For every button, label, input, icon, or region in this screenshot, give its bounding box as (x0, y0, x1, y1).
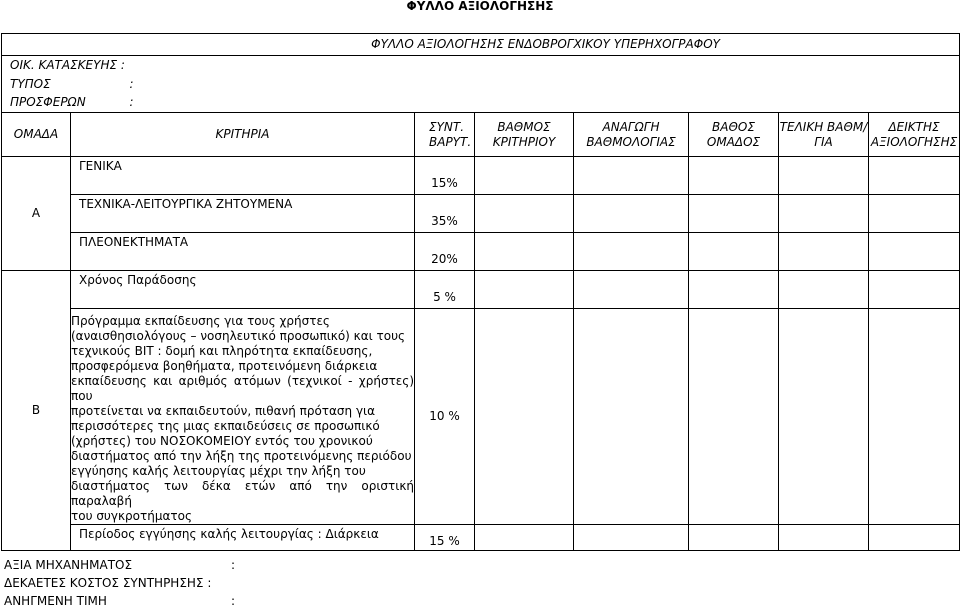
header-group: ΟΜΑΔΑ (2, 113, 71, 157)
criterion-advantages: ΠΛΕΟΝΕΚΤΗΜΑΤΑ (71, 233, 415, 271)
value-colon: : (231, 558, 236, 572)
training-line: προσφερόμενα βοηθήματα, προτεινόμενη διάρκεια (71, 359, 378, 373)
training-line: (χρήστες) του ΝΟΣΟΚΟΜΕΙΟΥ εντός του χρονικού (71, 434, 373, 448)
training-line: Πρόγραμμα εκπαίδευσης για τους χρήστες (71, 314, 330, 328)
training-line: (αναισθησιολόγους – νοσηλευτικό προσωπικό) και τους (71, 329, 406, 343)
page-title: ΦΥΛΛΟ ΑΞΙΟΛΟΓΗΣΗΣ (406, 0, 554, 13)
training-line: εκπαίδευσης και αριθμός ατόμων (τεχνικοί - χρήστες) που (71, 374, 414, 403)
criterion-delivery: Χρόνος Παράδοσης (71, 271, 415, 309)
training-line: του συγκροτήματος (71, 509, 192, 523)
manufacturer-label: ΟΙΚ. ΚΑΤΑΣΚΕΥΗΣ : (2, 56, 960, 75)
header-group-score: ΒΑΘΟΣ ΟΜΑΔΟΣ (689, 113, 779, 157)
footer-block (4, 556, 304, 610)
type-label: ΤΥΠΟΣ (10, 76, 51, 91)
group-b-label: Β (2, 271, 71, 551)
sheet-subtitle: ΦΥΛΛΟ ΑΞΙΟΛΟΓΗΣΗΣ ΕΝΔΟΒΡΟΓΧΙΚΟΥ ΥΠΕΡΗΧΟΓΡΑΦΟΥ (2, 34, 960, 56)
footer-maintenance-row (4, 574, 304, 592)
criterion-general: ΓΕΝΙΚΑ (71, 157, 415, 195)
type-row (2, 75, 960, 94)
training-line: διαστήματος από την λήξη της προτεινόμενης περιόδου (71, 449, 412, 463)
footer-adjusted-row (4, 592, 304, 610)
header-score: ΒΑΘΜΟΣ ΚΡΙΤΗΡΙΟΥ (475, 113, 574, 157)
offer-colon: : (129, 95, 134, 110)
training-line: προτείνεται να εκπαιδευτούν, πιθανή πρόταση για (71, 404, 376, 418)
offer-row (2, 94, 960, 113)
offer-label: ΠΡΟΣΦΕΡΩΝ (10, 95, 86, 110)
header-index: ΔΕΙΚΤΗΣ ΑΞΙΟΛΟΓΗΣΗΣ (869, 113, 960, 157)
weight-advantages: 20% (415, 233, 475, 271)
criterion-training (71, 309, 415, 525)
weight-general: 15% (415, 157, 475, 195)
weight-technical: 35% (415, 195, 475, 233)
adjusted-label: ΑΝΗΓΜΕΝΗ ΤΙΜΗ (4, 594, 107, 608)
criterion-warranty: Περίοδος εγγύησης καλής λειτουργίας : Διάρκεια (71, 525, 415, 551)
evaluation-table (1, 33, 960, 551)
training-line: τεχνικούς ΒΙΤ : δομή και πληρότητα εκπαίδευσης, (71, 344, 373, 358)
header-criteria: ΚΡΙΤΗΡΙΑ (71, 113, 415, 157)
header-coef: ΣΥΝΤ. ΒΑΡΥΤ. (415, 113, 475, 157)
group-a-label: Α (2, 157, 71, 271)
training-line: περισσότερες της μιας εκπαιδεύσεις σε προσωπικό (71, 419, 380, 433)
training-line: εγγύησης καλής λειτουργίας μέχρι την λήξη του (71, 464, 366, 478)
type-colon: : (129, 76, 134, 91)
training-line: διαστήματος των δέκα ετών από την οριστική παραλαβή (71, 479, 414, 508)
footer-value-row (4, 556, 304, 574)
weight-warranty: 15 % (415, 525, 475, 551)
adjusted-colon: : (231, 594, 236, 608)
value-label: ΑΞΙΑ ΜΗΧΑΝΗΜΑΤΟΣ (4, 558, 133, 572)
header-final: ΤΕΛΙΚΗ ΒΑΘΜ/ΓΙΑ (779, 113, 869, 157)
weight-training: 10 % (415, 309, 475, 525)
weight-delivery: 5 % (415, 271, 475, 309)
maintenance-label: ΔΕΚΑΕΤΕΣ ΚΟΣΤΟΣ ΣΥΝΤΗΡΗΣΗΣ : (4, 576, 212, 590)
header-normalized: ΑΝΑΓΩΓΗ ΒΑΘΜΟΛΟΓΙΑΣ (574, 113, 689, 157)
criterion-technical: ΤΕΧΝΙΚΑ-ΛΕΙΤΟΥΡΓΙΚΑ ΖΗΤΟΥΜΕΝΑ (71, 195, 415, 233)
